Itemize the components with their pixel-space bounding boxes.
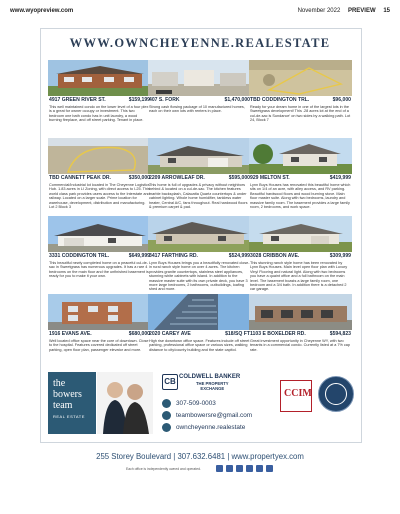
listing-photo — [148, 60, 251, 96]
listing-photo — [148, 138, 251, 174]
listing-price: $350,000 — [128, 175, 150, 181]
listing-card — [48, 138, 151, 218]
phone-number: 307-509-0003 — [176, 400, 216, 407]
brokerage-sub-line: EXCHANGE — [200, 385, 225, 391]
pinterest-icon[interactable] — [236, 465, 243, 472]
email-address: teambowersre@gmail.com — [176, 412, 253, 419]
listing-title-row — [148, 331, 251, 339]
listing-card — [148, 138, 251, 218]
instagram-icon[interactable] — [246, 465, 253, 472]
phone-icon — [162, 399, 171, 408]
listing-photo — [249, 216, 352, 252]
logo-tagline: REAL ESTATE — [53, 414, 85, 419]
coldwell-banker-logo: CB — [162, 374, 178, 390]
listing-description: Strong cash flowing package of 10 manufactured homes, each on their own lots with renters in place. — [149, 105, 245, 114]
website-url: owncheyenne.realestate — [176, 424, 246, 431]
logo-line: the — [53, 378, 66, 389]
listing-description: Commercial/Industrial lot located in The Cheyenne Logistics Hub. 1.83 acres in LI Zoning, with direct access to I-25. This world class park provides users access to the Interstate and railway. Located on a larger scale. Prime location for warehouse, development, distribution and manufacturing. Lot 2 Block 3 — [49, 183, 150, 210]
listing-description: Great investment opportunity in Cheyenne WY, with two tenants in a commercial condo. Currently listed at a 7% cap rate. — [250, 339, 351, 352]
listing-price: $159,199 — [128, 97, 150, 103]
listing-price: $1,470,000 — [224, 97, 250, 103]
listing-address: 4917 GREEN RIVER ST. — [49, 97, 106, 103]
seal-ring — [325, 383, 347, 405]
globe-icon — [162, 423, 171, 432]
logo-line: bowers — [53, 389, 82, 400]
listing-card — [249, 138, 352, 218]
listing-photo — [249, 138, 352, 174]
listing-price: $524,999 — [228, 253, 250, 259]
listing-description: This well maintained condo on the lower level of a four plex is a great for owner occupy or investment. This two bedroom one bath condo has in unit laundry, a wood burning fireplace, and off street parking. Tenant in place. — [49, 105, 149, 123]
listing-price: $680,000 — [128, 331, 150, 337]
listing-description: This home is full of upgrades & privacy without neighbors behind & located on a cul-de-sac. The kitchen features marble backsplash, Calacatta Quartz countertops & under cabinet lighting. Whole home humidifier, tankless water heater, Central A/C, fans throughout. Real hardwood floors & premium carpet & pad. — [149, 183, 248, 210]
page-header — [0, 0, 400, 22]
listing-price: $594,823 — [329, 331, 351, 337]
listing-address: 3417 FARTHING RD. — [149, 253, 198, 259]
listing-title-row — [249, 175, 352, 183]
footer-contact-line: 255 Storey Boulevard | 307.632.6481 | www.propertyex.com — [96, 452, 304, 461]
listing-card — [48, 294, 151, 374]
listing-price: $649,999 — [128, 253, 150, 259]
listing-title-row — [148, 253, 251, 261]
listing-photo — [148, 216, 251, 252]
ccim-text: CCIM — [284, 388, 312, 399]
ccim-logo — [280, 380, 312, 412]
header-issue-date: November 2022 — [297, 8, 341, 14]
listing-price: $309,999 — [329, 253, 351, 259]
listing-card — [249, 216, 352, 296]
listing-card — [148, 60, 251, 140]
listing-description: Ready for your dream home in one of the largest lots in the Sweetgrass development! This .28 acres lot at the end of a cul-de-sac is Sundance' on two sides by a walking path. Lot 24, Block 7 — [250, 105, 351, 123]
listing-price: $96,000 — [332, 97, 351, 103]
listing-title-row — [249, 331, 352, 339]
listing-card — [148, 294, 251, 374]
brokerage-sub-line: THE PROPERTY — [196, 381, 229, 386]
listing-photo — [249, 60, 352, 96]
listing-price: $18/SQ FT — [225, 331, 250, 337]
listing-card — [249, 294, 352, 374]
listing-card — [48, 60, 151, 140]
listing-price: $595,000 — [228, 175, 250, 181]
listing-address: TBD CODDINGTON TRL. — [250, 97, 310, 103]
site-title: WWW.OWNCHEYENNE.REALESTATE — [69, 36, 331, 50]
bowers-team-logo — [48, 372, 96, 434]
website-contact[interactable] — [162, 423, 282, 433]
email-icon — [162, 411, 171, 420]
listing-description: Lynn Buys Houses has renovated this beautiful home which sits on 1/4 of an acre, with alley access, and RV parking. Beautiful hardwood floors and wood burning stove. Main floor master suite. Along with two bedrooms, laundry and massive family room. The basement provides a large family room, 2 bedrooms, and work space. — [250, 183, 351, 210]
listing-address: 3331 CODDINGTON TRL. — [49, 253, 110, 259]
linkedin-icon[interactable] — [266, 465, 273, 472]
agent-photo — [97, 372, 153, 434]
listing-title-row — [249, 253, 352, 261]
listing-title-row — [48, 97, 151, 105]
listing-photo — [48, 60, 151, 96]
listing-address: 1103 E BOXELDER RD. — [250, 331, 306, 337]
listing-description: High rise downtown office space. Features include off street parking, professional office space or various sizes, walking distance to city/county building and the state capitol. — [149, 339, 250, 352]
listing-photo — [148, 294, 251, 330]
listing-card — [48, 216, 151, 296]
listing-title-row — [148, 97, 251, 105]
listing-description: Well located office space near the core of downtown. Close to the hospital. Features covered dedicated off street parking, open floor plan, passenger elevator and more. — [49, 339, 149, 352]
listing-description: This stunning ranch style home has been renovated by Lynn Buys Houses. Main level open floor plan with Luxury Vinyl Flooring and natural light. Along with two bedrooms you have a quaint office and a full bathroom on the main level. The basement boasts a large family room, one bedroom and a 3/4 bath. In addition there is a detached 2 car garage. — [250, 261, 348, 292]
brokerage-name: COLDWELL BANKER — [179, 374, 241, 380]
phone-contact[interactable] — [162, 399, 282, 409]
brokerage-subtitle — [196, 382, 229, 391]
listing-address: 1916 EVANS AVE. — [49, 331, 92, 337]
listing-title-row — [48, 253, 151, 261]
email-contact[interactable] — [162, 411, 282, 421]
footer-disclaimer: Each office is independently owned and operated. — [126, 467, 201, 471]
listing-photo — [48, 216, 151, 252]
association-seal-icon — [318, 376, 354, 412]
listing-title-row — [48, 331, 151, 339]
listing-price: $419,999 — [329, 175, 351, 181]
youtube-icon[interactable] — [256, 465, 263, 472]
listing-card — [148, 216, 251, 296]
listing-description: This beautiful newly completed home on a peaceful cul-de-sac in Sweetgrass has numerous upgrades. It has a rare 4 bedrooms on the main floor and the unfinished basement is ready for you to make it your own. — [49, 261, 149, 279]
listing-description: Lynn Buys Houses brings you a beautifully renovated close-in rural ranch style home on over 4 acres. The kitchen provides granite countertops, stainless steel appliances, stunning white cabinets with island. In addition to the massive master suite with its own private deck, you have 3 more large bedrooms, 2 bathrooms, outbuildings, loafing shed and more. — [149, 261, 250, 292]
listing-photo — [249, 294, 352, 330]
header-page-number: 15 — [383, 8, 390, 14]
listing-photo — [48, 294, 151, 330]
twitter-icon[interactable] — [226, 465, 233, 472]
listing-address: 3028 CRIBBON AVE. — [250, 253, 300, 259]
listing-title-row — [48, 175, 151, 183]
listing-address: 2020 CAREY AVE — [149, 331, 191, 337]
listing-title-row — [249, 97, 352, 105]
listing-address: 407 S. FORK — [149, 97, 180, 103]
listing-card — [249, 60, 352, 140]
header-issue-info — [298, 8, 390, 14]
listing-address: TBD CANNETT PEAK DR. — [49, 175, 111, 181]
header-website[interactable]: www.wyopreview.com — [10, 8, 74, 14]
listing-photo — [48, 138, 151, 174]
listing-title-row — [148, 175, 251, 183]
facebook-icon[interactable] — [216, 465, 223, 472]
header-section: PREVIEW — [347, 8, 376, 14]
listing-address: 929 MELTON ST. — [250, 175, 290, 181]
listing-address: 2209 ARROWLEAF DR. — [149, 175, 205, 181]
logo-line: team — [53, 400, 73, 411]
agent-advert — [48, 372, 352, 434]
